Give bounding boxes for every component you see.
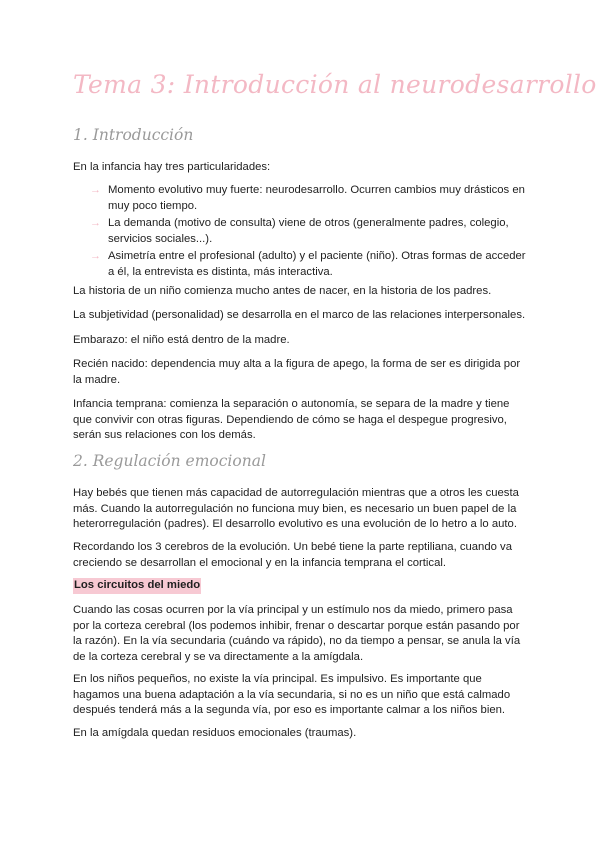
paragraph: Cuando las cosas ocurren por la vía principal y un estímulo nos da miedo, primero pasa por la corteza cerebral (los podemos inhibir, frenar o descartar porque están pasando por la razón). En la vía secundaria (cuándo va rápido), no da tiempo a pensar, se anula la vía de la corteza cerebral y se va directamente a la amígdala. (73, 604, 521, 663)
highlighted-subheading: Los circuitos del miedo (73, 578, 201, 594)
paragraph: La subjetividad (personalidad) se desarrolla en el marco de las relaciones interpersonales. (73, 309, 526, 321)
paragraph: La historia de un niño comienza mucho antes de nacer, en la historia de los padres. (73, 285, 492, 297)
paragraph: En los niños pequeños, no existe la vía principal. Es impulsivo. Es importante que hagamos una buena adaptación a la vía secundaria, si no es un niño que está calmado después tenderá más a la segunda vía, por eso es importante calmar a los niños bien. (73, 673, 511, 717)
paragraph: En la infancia hay tres particularidades: (73, 161, 271, 173)
list-item-text: La demanda (motivo de consulta) viene de otros (generalmente padres, colegio, servicios sociales...). (108, 217, 509, 245)
list-item-text: Momento evolutivo muy fuerte: neurodesarrollo. Ocurren cambios muy drásticos en muy poco tiempo. (108, 184, 525, 212)
paragraph: En la amígdala quedan residuos emocionales (traumas). (73, 727, 357, 739)
section-heading-introduccion: 1. Introducción (73, 126, 194, 144)
list-item (90, 216, 530, 247)
section-heading-regulacion: 2. Regulación emocional (73, 452, 266, 470)
bullet-list (90, 183, 530, 283)
paragraph: Infancia temprana: comienza la separación o autonomía, se separa de la madre y tiene que convivir con otras figuras. Dependiendo de cómo se haga el despegue progresivo, serán sus relaciones con los demás. (73, 398, 510, 442)
arrow-icon: → (90, 217, 101, 230)
arrow-icon: → (90, 250, 101, 263)
list-item-text: Asimetría entre el profesional (adulto) y el paciente (niño). Otras formas de acceder a él, la entrevista es distinta, más interactiva. (108, 250, 526, 278)
paragraph: Hay bebés que tienen más capacidad de autorregulación mientras que a otros les cuesta más. Cuando la autorregulación no funciona muy bien, es necesario un buen papel de la heterorregulación (padres). El desarrollo evolutivo es una evolución de lo hetro a lo auto. (73, 487, 519, 531)
list-item (90, 249, 530, 280)
page-title: Tema 3: Introducción al neurodesarrollo (73, 70, 597, 99)
paragraph: Recordando los 3 cerebros de la evolución. Un bebé tiene la parte reptiliana, cuando va creciendo se desarrollan el emocional y en la infancia temprana el cortical. (73, 541, 512, 569)
arrow-icon: → (90, 184, 101, 196)
paragraph: Recién nacido: dependencia muy alta a la figura de apego, la forma de ser es dirigida por la madre. (73, 358, 521, 386)
paragraph: Embarazo: el niño está dentro de la madre. (73, 334, 290, 346)
list-item (90, 183, 530, 214)
